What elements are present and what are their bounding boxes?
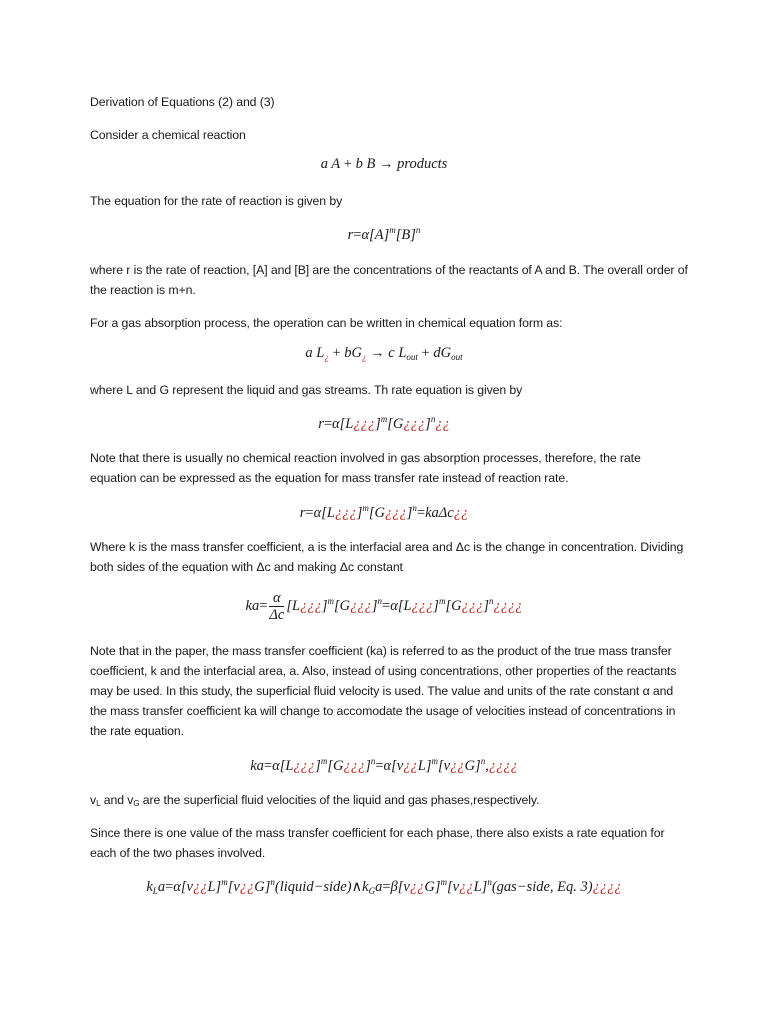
eq7-g-close: ] — [365, 758, 371, 774]
eq7-g-open: [G — [327, 758, 344, 774]
eq7-alpha2: α — [383, 758, 392, 774]
eq8-exp-m2: m — [440, 877, 447, 887]
eq6-g1-open: [G — [333, 597, 351, 614]
eq7-lhs: ka — [250, 758, 264, 774]
eq7-exp-n: n — [370, 756, 376, 766]
eq7-exp-m: m — [320, 756, 328, 766]
eq1-products: products — [397, 156, 448, 172]
eq4-g-close: ] — [425, 416, 431, 432]
eq3-term-c: c L — [388, 345, 407, 361]
eq6-tail-garbled: ¿¿¿¿ — [493, 597, 523, 614]
eq4-g-open: [G — [387, 416, 404, 432]
eq3-arrow: → — [366, 345, 389, 361]
eq4-tail-garbled: ¿¿ — [435, 416, 450, 432]
eq7-exp-n2: n — [480, 756, 486, 766]
vl-v: v — [90, 793, 97, 807]
eq3-g-sub: ¿ — [362, 352, 367, 362]
equation-mass-transfer-rate — [0, 503, 768, 522]
eq7-alpha: α — [272, 758, 280, 774]
eq6-l2-garbled: ¿¿¿ — [411, 597, 434, 614]
eq8-v3-garbled: ¿¿ — [409, 879, 425, 895]
heading: Derivation of Equations (2) and (3) — [90, 95, 275, 109]
eq8-beta: β — [390, 879, 398, 895]
eq6-exp-n1: n — [377, 595, 382, 606]
equation-gas-absorption — [0, 345, 768, 362]
eq6-l1-garbled: ¿¿¿ — [300, 597, 322, 614]
eq7-v1-close: L] — [417, 758, 432, 774]
eq8-and: ∧ — [351, 879, 363, 895]
equation-ka-fraction — [0, 590, 768, 623]
eq5-l-close: ] — [356, 505, 363, 521]
eq7-tail-garbled: ¿¿¿¿ — [488, 758, 518, 774]
equation-phase-rates — [0, 877, 768, 896]
eq8-a1: a — [157, 879, 166, 895]
eq5-delta-c: Δc — [438, 505, 454, 521]
eq8-v2-garbled: ¿¿ — [239, 879, 255, 895]
eq7-exp-m2: m — [431, 756, 438, 766]
paragraph-where-r: where r is the rate of reaction, [A] and [B] are the concentrations of the reactants of A and B. The overall order of the reaction is m+n. — [90, 263, 688, 297]
eq3-term-d: dG — [433, 345, 452, 361]
eq8-equals2: = — [382, 879, 391, 895]
eq4-equals: = — [323, 416, 333, 432]
eq1-plus: + — [340, 156, 356, 172]
eq8-equals1: = — [165, 879, 174, 895]
eq5-g-open: [G — [368, 505, 385, 521]
eq1-term-b: b B — [355, 156, 376, 172]
eq8-v2-open: [v — [227, 879, 240, 895]
eq5-l-open: [L — [321, 505, 335, 521]
eq6-g2-garbled: ¿¿¿ — [461, 597, 484, 614]
eq7-l-close: ] — [315, 758, 321, 774]
eq5-equals: = — [305, 505, 314, 521]
eq4-lhs: r — [318, 416, 324, 432]
paragraph-where-k: Where k is the mass transfer coefficient, a is the interfacial area and Δc is the change in concentration. Dividing both sides of the equation with Δc and making Δc constant — [90, 540, 684, 574]
equation-rate-streams — [0, 414, 768, 433]
eq8-v3-open: [v — [397, 879, 410, 895]
eq6-equals2: = — [382, 597, 391, 614]
eq2-exp-m: m — [389, 225, 396, 235]
eq1-arrow: → — [375, 156, 398, 172]
eq8-kg: k — [362, 879, 369, 895]
eq6-g2-close: ] — [483, 597, 489, 614]
eq3-l-sub: ¿ — [324, 352, 329, 362]
paragraph-consider: Consider a chemical reaction — [90, 128, 246, 142]
eq2-equals: = — [353, 227, 362, 243]
eq4-alpha: α — [332, 416, 340, 432]
vg-sub: G — [133, 799, 140, 808]
eq8-v4-open: [v — [447, 879, 460, 895]
equation-reaction — [0, 156, 768, 173]
paragraph-rate-given: The equation for the rate of reaction is given by — [90, 194, 343, 208]
eq7-v2-open: [v — [437, 758, 451, 774]
equation-ka-velocity — [0, 756, 768, 775]
eq6-l2-open: [L — [397, 597, 412, 614]
eq3-out1: out — [406, 352, 418, 362]
eq8-v1-close: L] — [207, 879, 222, 895]
paragraph-since: Since there is one value of the mass transfer coefficient for each phase, there also exists a rate equation for each of the two phases involved. — [90, 826, 665, 860]
eq6-l1-open: [L — [286, 597, 301, 614]
eq5-exp-m: m — [362, 503, 369, 513]
eq6-denominator: Δc — [269, 607, 285, 623]
eq5-equals2: = — [416, 505, 426, 521]
vg-v: and v — [100, 793, 134, 807]
eq3-plus2: + — [417, 345, 434, 361]
eq8-v2-close: G] — [254, 879, 271, 895]
eq2-exp-n: n — [415, 225, 421, 235]
eq7-l-garbled: ¿¿¿ — [293, 758, 316, 774]
eq4-l-open: [L — [339, 416, 354, 432]
eq1-term-a: a A — [320, 156, 341, 172]
eq7-l-open: [L — [279, 758, 294, 774]
eq4-g-garbled: ¿¿¿ — [403, 416, 426, 432]
eq8-kl: k — [146, 879, 153, 895]
equation-rate — [0, 225, 768, 244]
eq8-gas-side: (gas−side, Eq. 3) — [491, 879, 593, 895]
eq6-fraction — [269, 590, 284, 623]
eq7-g-garbled: ¿¿¿ — [343, 758, 366, 774]
eq8-v4-close: L] — [473, 879, 488, 895]
eq8-v1-open: [v — [180, 879, 193, 895]
eq7-equals: = — [263, 758, 273, 774]
eq4-l-garbled: ¿¿¿ — [353, 416, 376, 432]
eq2-conc-b: [B] — [395, 227, 416, 243]
eq7-v2-garbled: ¿¿ — [450, 758, 465, 774]
eq6-alpha: α — [390, 597, 398, 614]
eq6-g2-open: [G — [445, 597, 462, 614]
eq7-equals2: = — [375, 758, 384, 774]
eq6-lhs: ka — [245, 597, 260, 614]
eq6-exp-m2: m — [438, 595, 446, 606]
eq4-exp-m: m — [380, 414, 388, 424]
paragraph-where-lg: where L and G represent the liquid and gas streams. Th rate equation is given by — [90, 383, 523, 397]
eq5-l-garbled: ¿¿¿ — [334, 505, 357, 521]
eq5-g-garbled: ¿¿¿ — [384, 505, 407, 521]
eq5-ka: ka — [425, 505, 439, 521]
eq2-lhs: r — [347, 227, 354, 243]
eq8-liquid-side: (liquid−side) — [274, 879, 352, 895]
eq6-l1-close: ] — [321, 597, 328, 614]
eq6-numerator: α — [269, 590, 284, 607]
eq5-alpha: α — [313, 505, 322, 521]
eq8-exp-n1: n — [270, 877, 275, 887]
eq3-out2: out — [451, 352, 463, 362]
eq8-kg-sub: G — [368, 886, 376, 896]
eq2-alpha: α — [361, 227, 370, 243]
paragraph-gas-absorption: For a gas absorption process, the operation can be written in chemical equation form as: — [90, 316, 563, 330]
paragraph-note-no-reaction: Note that there is usually no chemical reaction involved in gas absorption processes, therefore, the rate equation can be expressed as the equation for mass transfer rate instead of reaction rate. — [90, 451, 641, 485]
eq5-g-close: ] — [406, 505, 413, 521]
vl-sub: L — [96, 799, 101, 808]
eq8-v4-garbled: ¿¿ — [459, 879, 474, 895]
eq6-exp-n2: n — [488, 595, 494, 606]
eq6-g1-close: ] — [371, 597, 378, 614]
eq7-v1-garbled: ¿¿ — [403, 758, 418, 774]
eq5-exp-n: n — [412, 503, 417, 513]
eq6-equals: = — [259, 597, 268, 614]
eq6-exp-m1: m — [327, 595, 334, 606]
eq8-tail-garbled: ¿¿¿¿ — [592, 879, 622, 895]
velocities-text: are the superficial fluid velocities of the liquid and gas phases,respectively. — [139, 793, 540, 807]
eq8-v3-close: G] — [424, 879, 441, 895]
eq4-l-close: ] — [375, 416, 381, 432]
eq8-exp-m1: m — [221, 877, 228, 887]
eq8-a2: a — [375, 879, 383, 895]
eq8-exp-n2: n — [487, 877, 492, 887]
eq6-g1-garbled: ¿¿¿ — [350, 597, 372, 614]
eq3-plus1: + — [328, 345, 345, 361]
eq5-lhs: r — [299, 505, 306, 521]
eq5-tail-garbled: ¿¿ — [453, 505, 469, 521]
eq8-kl-sub: L — [152, 886, 158, 896]
paragraph-velocities — [90, 790, 690, 814]
eq7-comma: , — [485, 758, 489, 774]
eq2-conc-a: [A] — [369, 227, 390, 243]
eq6-l2-close: ] — [433, 597, 439, 614]
eq7-v1-open: [v — [391, 758, 404, 774]
eq8-alpha: α — [173, 879, 181, 895]
eq8-v1-garbled: ¿¿ — [192, 879, 208, 895]
eq7-v2-close: G] — [464, 758, 481, 774]
eq4-exp-n: n — [430, 414, 436, 424]
eq3-term-b: bG — [344, 345, 363, 361]
paragraph-note-paper: Note that in the paper, the mass transfer coefficient (ka) is referred to as the product of the true mass transfer coefficient, k and the interfacial area, a. Also, instead of using concentrations, other properties of the reactants may be used. In this study, the superficial fluid velocity is used. The value and units of the rate constant α and the mass transfer coefficient ka will change to accomodate the usage of velocities instead of concentrations in the rate equation. — [90, 644, 677, 738]
eq3-term-a: a L — [305, 345, 325, 361]
